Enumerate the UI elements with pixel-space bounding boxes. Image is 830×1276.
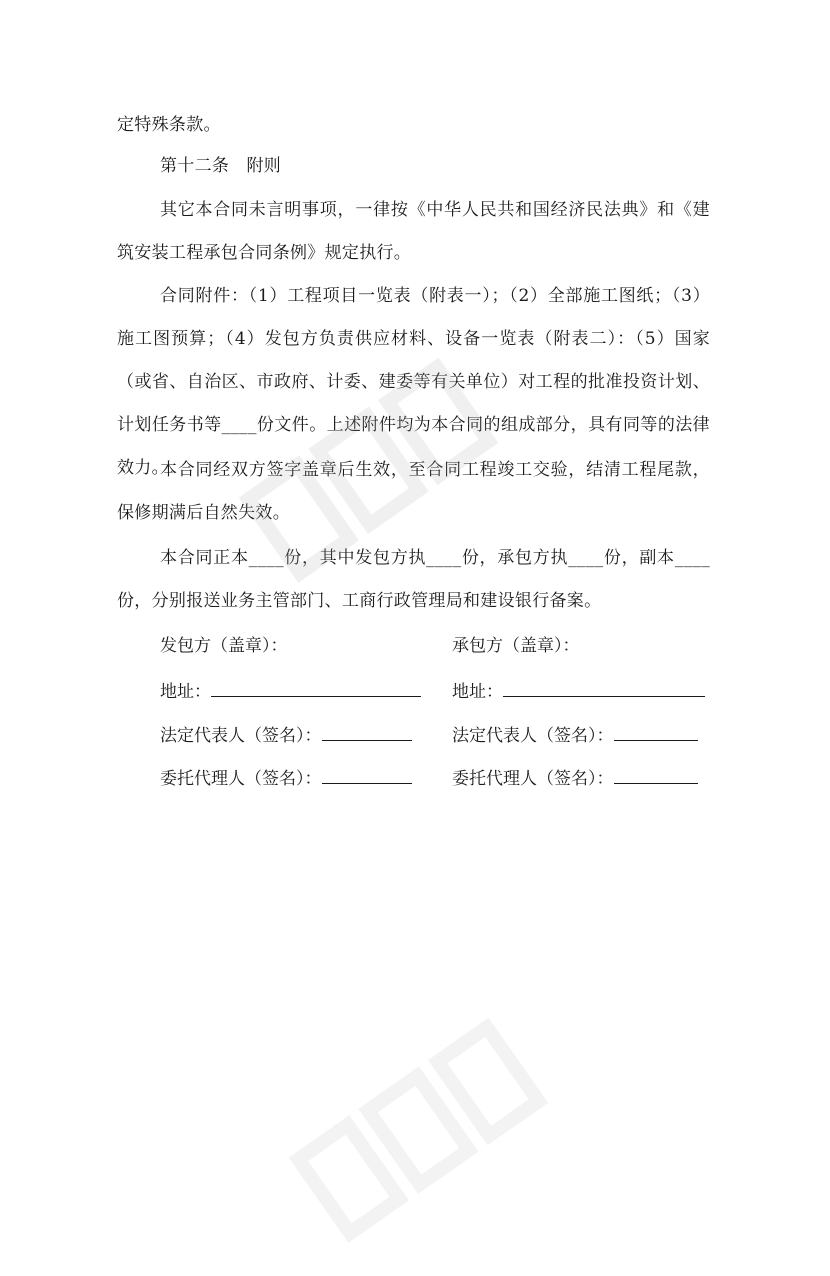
employer-agent-row bbox=[160, 765, 412, 791]
paragraph-continuation: 定特殊条款。 bbox=[117, 115, 221, 135]
contractor-legal-rep-line bbox=[614, 722, 698, 741]
contractor-legal-rep-label: 法定代表人（签名）： bbox=[452, 726, 614, 746]
contractor-agent-label: 委托代理人（签名）： bbox=[452, 769, 614, 789]
employer-legal-rep-label: 法定代表人（签名）： bbox=[160, 726, 322, 746]
contractor-seal-label: 承包方（盖章）： bbox=[452, 636, 580, 656]
employer-legal-rep-row bbox=[160, 722, 412, 748]
contractor-agent-row bbox=[452, 765, 698, 791]
contractor-address-line bbox=[503, 678, 705, 697]
employer-address-row bbox=[160, 678, 421, 704]
paragraph-other-matters: 其它本合同未言明事项，一律按《中华人民共和国经济民法典》和《建筑安装工程承包合同条例》规定执行。 bbox=[117, 200, 710, 263]
paragraph-copies: 本合同正本____份，其中发包方执____份，承包方执____份，副本____份，分别报送业务主管部门、工商行政管理局和建设银行备案。 bbox=[117, 548, 710, 611]
paragraph-attachments: 合同附件：（1）工程项目一览表（附表一）；（2）全部施工图纸；（3）施工图预算；（4）发包方负责供应材料、设备一览表（附表二）：（5）国家（或省、自治区、市政府、计委、建委等有关单位）对工程的批准投资计划、计划任务书等____份文件。上述附件均为本合同的组成部分，具有同等的法律效力。 bbox=[117, 286, 710, 478]
employer-address-line bbox=[211, 678, 421, 697]
employer-seal-label: 发包方（盖章）： bbox=[160, 636, 288, 656]
employer-agent-line bbox=[322, 765, 412, 784]
watermark-mark-bottom bbox=[279, 1000, 581, 1276]
employer-address-label: 地址： bbox=[160, 682, 211, 702]
employer-agent-label: 委托代理人（签名）： bbox=[160, 769, 322, 789]
employer-legal-rep-line bbox=[322, 722, 412, 741]
paragraph-effectiveness: 本合同经双方签字盖章后生效，至合同工程竣工交验，结清工程尾款，保修期满后自然失效。 bbox=[117, 460, 710, 523]
contractor-address-label: 地址： bbox=[452, 682, 503, 702]
contractor-address-row bbox=[452, 678, 705, 704]
contractor-agent-line bbox=[614, 765, 698, 784]
article-heading: 第十二条 附则 bbox=[160, 156, 282, 176]
contractor-legal-rep-row bbox=[452, 722, 698, 748]
